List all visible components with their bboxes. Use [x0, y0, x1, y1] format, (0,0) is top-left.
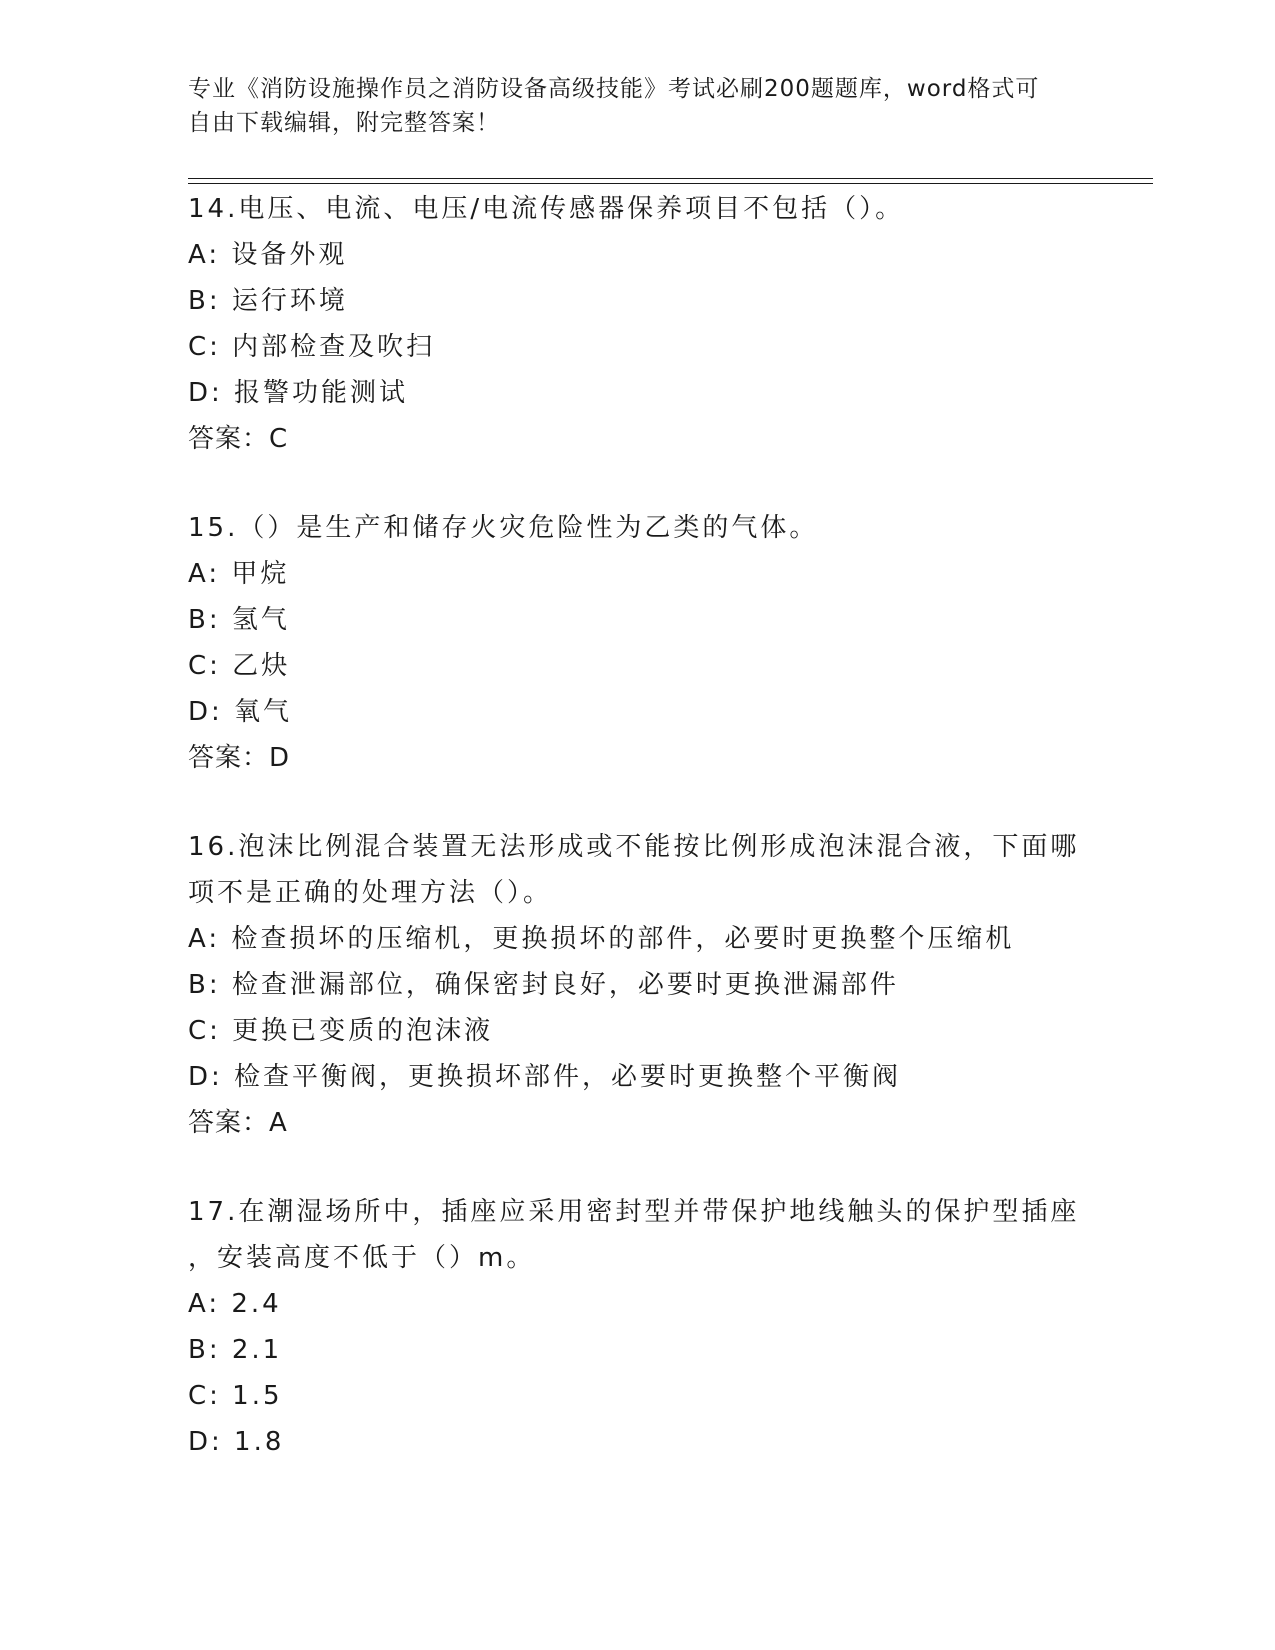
option-b: B: 氢气: [188, 605, 290, 635]
option-b: B: 2.1: [188, 1335, 283, 1365]
answer: 答案：A: [188, 1108, 288, 1138]
option-c: C: 乙炔: [188, 651, 291, 681]
question-text: 16.泡沫比例混合装置无法形成或不能按比例形成泡沫混合液，下面哪: [188, 832, 1080, 862]
option-c: C: 更换已变质的泡沫液: [188, 1016, 494, 1046]
answer: 答案：D: [188, 743, 291, 773]
question-text: 14.电压、电流、电压/电流传感器保养项目不包括（）。: [188, 194, 905, 224]
question-list: [188, 186, 1088, 1508]
header-divider: [188, 178, 1153, 179]
option-a: A: 检查损坏的压缩机，更换损坏的部件，必要时更换整个压缩机: [188, 924, 1015, 954]
question-text: 15.（）是生产和储存火灾危险性为乙类的气体。: [188, 513, 819, 543]
option-b: B: 检查泄漏部位，确保密封良好，必要时更换泄漏部件: [188, 970, 899, 1000]
question-text: ，安装高度不低于（）m。: [188, 1243, 536, 1273]
header-line: 自由下载编辑，附完整答案！: [188, 110, 500, 136]
question-text: 17.在潮湿场所中，插座应采用密封型并带保护地线触头的保护型插座: [188, 1197, 1080, 1227]
question-17: [188, 1189, 1088, 1465]
header-divider: [188, 183, 1153, 184]
option-d: D: 报警功能测试: [188, 378, 409, 408]
answer: 答案：C: [188, 424, 289, 454]
option-a: A: 设备外观: [188, 240, 348, 270]
option-b: B: 运行环境: [188, 286, 348, 316]
question-16: [188, 824, 1088, 1146]
question-14: [188, 186, 1088, 462]
question-15: [188, 505, 1088, 781]
header-line: 专业《消防设施操作员之消防设备高级技能》考试必刷200题题库，word格式可: [188, 76, 1040, 102]
option-d: D: 氧气: [188, 697, 293, 727]
option-d: D: 1.8: [188, 1427, 285, 1457]
option-c: C: 1.5: [188, 1381, 283, 1411]
option-c: C: 内部检查及吹扫: [188, 332, 436, 362]
question-text: 项不是正确的处理方法（）。: [188, 878, 553, 908]
option-a: A: 2.4: [188, 1289, 282, 1319]
document-header: [188, 72, 1088, 140]
option-d: D: 检查平衡阀，更换损坏部件，必要时更换整个平衡阀: [188, 1062, 902, 1092]
option-a: A: 甲烷: [188, 559, 290, 589]
